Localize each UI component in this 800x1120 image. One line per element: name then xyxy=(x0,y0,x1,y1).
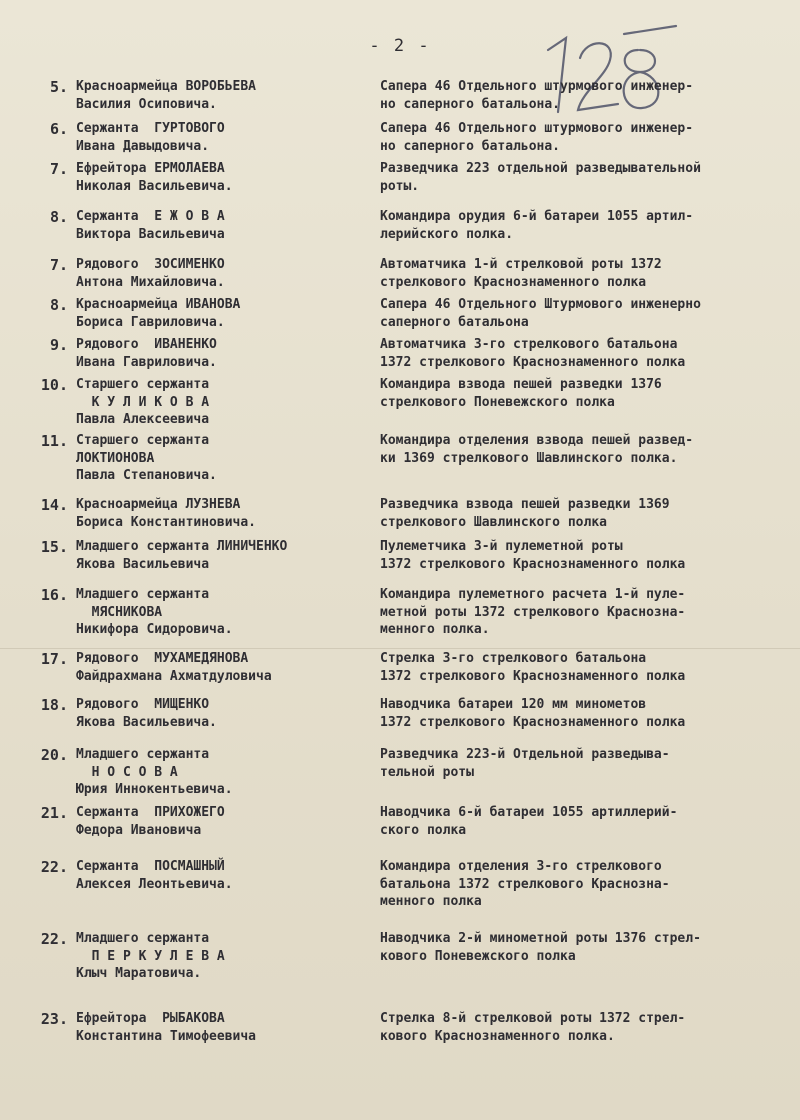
entry-number: 8. xyxy=(49,296,68,314)
name-line: Федора Ивановича xyxy=(76,822,202,838)
entry-person-name xyxy=(76,78,376,113)
description-line: 1372 стрелкового Краснознаменного полка xyxy=(380,556,686,572)
name-line: Младшего сержанта xyxy=(76,587,210,602)
entry-number: 22. xyxy=(40,930,68,948)
description-line: роты. xyxy=(380,178,420,194)
description-line: Командира отделения взвода пешей развед- xyxy=(380,433,694,448)
entry-person-name xyxy=(76,208,376,243)
entry-person-name xyxy=(76,696,376,731)
entry-number: 22. xyxy=(40,858,68,876)
entry-number: 10. xyxy=(40,376,68,394)
description-line: саперного батальона xyxy=(380,314,529,330)
description-line: батальона 1372 стрелкового Краснозна- xyxy=(380,876,670,892)
name-line: ЛОКТИОНОВА xyxy=(76,450,155,466)
description-line: ки 1369 стрелкового Шавлинского полка. xyxy=(380,450,678,466)
description-line: но саперного батальона. xyxy=(380,138,561,154)
entry-person-name xyxy=(76,120,376,155)
entry-number: 9. xyxy=(49,336,68,354)
entry-person-name xyxy=(76,496,376,531)
name-line: П Е Р К У Л Е В А xyxy=(76,948,225,964)
name-line: Антона Михайловича. xyxy=(76,274,225,290)
name-line: К У Л И К О В А xyxy=(76,394,210,410)
entry-number: 16. xyxy=(40,586,68,604)
description-line: Командира отделения 3-го стрелкового xyxy=(380,859,662,874)
entry-position-description xyxy=(380,650,790,685)
description-line: Командира пулеметного расчета 1-й пуле- xyxy=(380,587,686,602)
name-line: Никифора Сидоровича. xyxy=(76,622,233,637)
description-line: Наводчика 6-й батареи 1055 артиллерий- xyxy=(380,805,678,820)
name-line: Алексея Леонтьевича. xyxy=(76,876,233,892)
name-line: Красноармейца ЛУЗНЕВА xyxy=(76,497,241,512)
entry-number: 21. xyxy=(40,804,68,822)
entry-number: 23. xyxy=(40,1010,68,1028)
name-line: Красноармейца ИВАНОВА xyxy=(76,297,241,312)
entry-position-description xyxy=(380,256,790,291)
entry-number: 18. xyxy=(40,696,68,714)
description-line: Разведчика взвода пешей разведки 1369 xyxy=(380,497,670,512)
description-line: Наводчика батареи 120 мм минометов xyxy=(380,697,647,712)
description-line: Автоматчика 3-го стрелкового батальона xyxy=(380,337,678,352)
entry-position-description xyxy=(380,296,790,331)
description-line: Разведчика 223-й Отдельной разведыва- xyxy=(380,747,670,762)
entry-position-description xyxy=(380,586,790,639)
entry-position-description xyxy=(380,746,790,781)
name-line: Сержанта ГУРТОВОГО xyxy=(76,121,225,136)
name-line: Красноармейца ВОРОБЬЕВА xyxy=(76,79,257,94)
entry-number: 14. xyxy=(40,496,68,514)
entry-position-description xyxy=(380,78,790,113)
name-line: Юрия Иннокентьевича. xyxy=(76,782,233,797)
entry-position-description xyxy=(380,120,790,155)
name-line: МЯСНИКОВА xyxy=(76,604,163,620)
entry-person-name xyxy=(76,538,376,573)
description-line: лерийского полка. xyxy=(380,226,514,242)
entry-number: 7. xyxy=(49,160,68,178)
name-line: Бориса Гавриловича. xyxy=(76,314,225,330)
description-line: 1372 стрелкового Краснознаменного полка xyxy=(380,354,686,370)
page-number: - 2 - xyxy=(369,36,431,56)
name-line: Якова Васильевича. xyxy=(76,714,217,730)
description-line: метной роты 1372 стрелкового Краснозна- xyxy=(380,604,686,620)
entry-person-name xyxy=(76,336,376,371)
description-line: Сапера 46 Отдельного штурмового инженер- xyxy=(380,79,694,94)
name-line: Младшего сержанта xyxy=(76,931,210,946)
entry-person-name xyxy=(76,256,376,291)
entry-number: 6. xyxy=(49,120,68,138)
entry-person-name xyxy=(76,930,376,983)
name-line: Файдрахмана Ахматдуловича xyxy=(76,668,272,684)
name-line: Рядового МУХАМЕДЯНОВА xyxy=(76,651,249,666)
name-line: Ивана Давыдовича. xyxy=(76,138,210,154)
entry-number: 20. xyxy=(40,746,68,764)
name-line: Старшего сержанта xyxy=(76,377,210,392)
description-line: Сапера 46 Отдельного Штурмового инженерно xyxy=(380,297,701,312)
description-line: тельной роты xyxy=(380,764,474,780)
entry-position-description xyxy=(380,208,790,243)
entry-person-name xyxy=(76,804,376,839)
name-line: Бориса Константиновича. xyxy=(76,514,257,530)
name-line: Ивана Гавриловича. xyxy=(76,354,217,370)
name-line: Ефрейтора РЫБАКОВА xyxy=(76,1011,225,1026)
entry-number: 11. xyxy=(40,432,68,450)
description-line: менного полка xyxy=(380,894,482,909)
description-line: стрелкового Поневежского полка xyxy=(380,394,615,410)
name-line: Рядового ЗОСИМЕНКО xyxy=(76,257,225,272)
entry-position-description xyxy=(380,432,790,467)
description-line: стрелкового Шавлинского полка xyxy=(380,514,607,530)
entry-position-description xyxy=(380,336,790,371)
name-line: Виктора Васильевича xyxy=(76,226,225,242)
entry-number: 15. xyxy=(40,538,68,556)
entry-position-description xyxy=(380,538,790,573)
description-line: кового Поневежского полка xyxy=(380,948,576,964)
description-line: Автоматчика 1-й стрелковой роты 1372 xyxy=(380,257,662,272)
description-line: Стрелка 8-й стрелковой роты 1372 стрел- xyxy=(380,1011,686,1026)
description-line: ского полка xyxy=(380,822,467,838)
handwritten-mark-text xyxy=(528,20,530,21)
name-line: Сержанта ПОСМАШНЫЙ xyxy=(76,859,225,874)
name-line: Павла Алексеевича xyxy=(76,412,210,427)
description-line: стрелкового Краснознаменного полка xyxy=(380,274,647,290)
description-line: Сапера 46 Отдельного штурмового инженер- xyxy=(380,121,694,136)
entry-person-name xyxy=(76,650,376,685)
description-line: но саперного батальона. xyxy=(380,96,561,112)
name-line: Якова Васильевича xyxy=(76,556,210,572)
description-line: Командира взвода пешей разведки 1376 xyxy=(380,377,662,392)
name-line: Рядового МИЩЕНКО xyxy=(76,697,210,712)
entry-number: 5. xyxy=(49,78,68,96)
name-line: Клыч Маратовича. xyxy=(76,966,202,981)
entry-position-description xyxy=(380,804,790,839)
entry-number: 17. xyxy=(40,650,68,668)
description-line: Разведчика 223 отдельной разведывательной xyxy=(380,161,701,176)
entry-position-description xyxy=(380,376,790,411)
name-line: Павла Степановича. xyxy=(76,468,217,483)
description-line: 1372 стрелкового Краснознаменного полка xyxy=(380,714,686,730)
name-line: Константина Тимофеевича xyxy=(76,1028,257,1044)
name-line: Сержанта ПРИХОЖЕГО xyxy=(76,805,225,820)
entry-position-description xyxy=(380,930,790,965)
name-line: Василия Осиповича. xyxy=(76,96,217,112)
description-line: Пулеметчика 3-й пулеметной роты xyxy=(380,539,623,554)
paper-fold-line xyxy=(0,648,800,649)
entry-number: 7. xyxy=(49,256,68,274)
entry-position-description xyxy=(380,858,790,911)
name-line: Младшего сержанта xyxy=(76,747,210,762)
name-line: Младшего сержанта ЛИНИЧЕНКО xyxy=(76,539,288,554)
entry-position-description xyxy=(380,496,790,531)
name-line: Сержанта Е Ж О В А xyxy=(76,209,225,224)
description-line: менного полка. xyxy=(380,622,490,637)
entry-position-description xyxy=(380,1010,790,1045)
description-line: Командира орудия 6-й батареи 1055 артил- xyxy=(380,209,694,224)
name-line: Рядового ИВАНЕНКО xyxy=(76,337,217,352)
name-line: Н О С О В А xyxy=(76,764,178,780)
entry-position-description xyxy=(380,696,790,731)
entry-person-name xyxy=(76,746,376,799)
name-line: Ефрейтора ЕРМОЛАЕВА xyxy=(76,161,225,176)
name-line: Николая Васильевича. xyxy=(76,178,233,194)
description-line: 1372 стрелкового Краснознаменного полка xyxy=(380,668,686,684)
entry-number: 8. xyxy=(49,208,68,226)
entry-person-name xyxy=(76,586,376,639)
description-line: кового Краснознаменного полка. xyxy=(380,1028,615,1044)
entry-person-name xyxy=(76,1010,376,1045)
entry-person-name xyxy=(76,160,376,195)
name-line: Старшего сержанта xyxy=(76,433,210,448)
entry-person-name xyxy=(76,376,376,429)
entry-person-name xyxy=(76,432,376,485)
entry-person-name xyxy=(76,858,376,893)
entry-person-name xyxy=(76,296,376,331)
description-line: Стрелка 3-го стрелкового батальона xyxy=(380,651,647,666)
entry-position-description xyxy=(380,160,790,195)
description-line: Наводчика 2-й минометной роты 1376 стрел- xyxy=(380,931,701,946)
